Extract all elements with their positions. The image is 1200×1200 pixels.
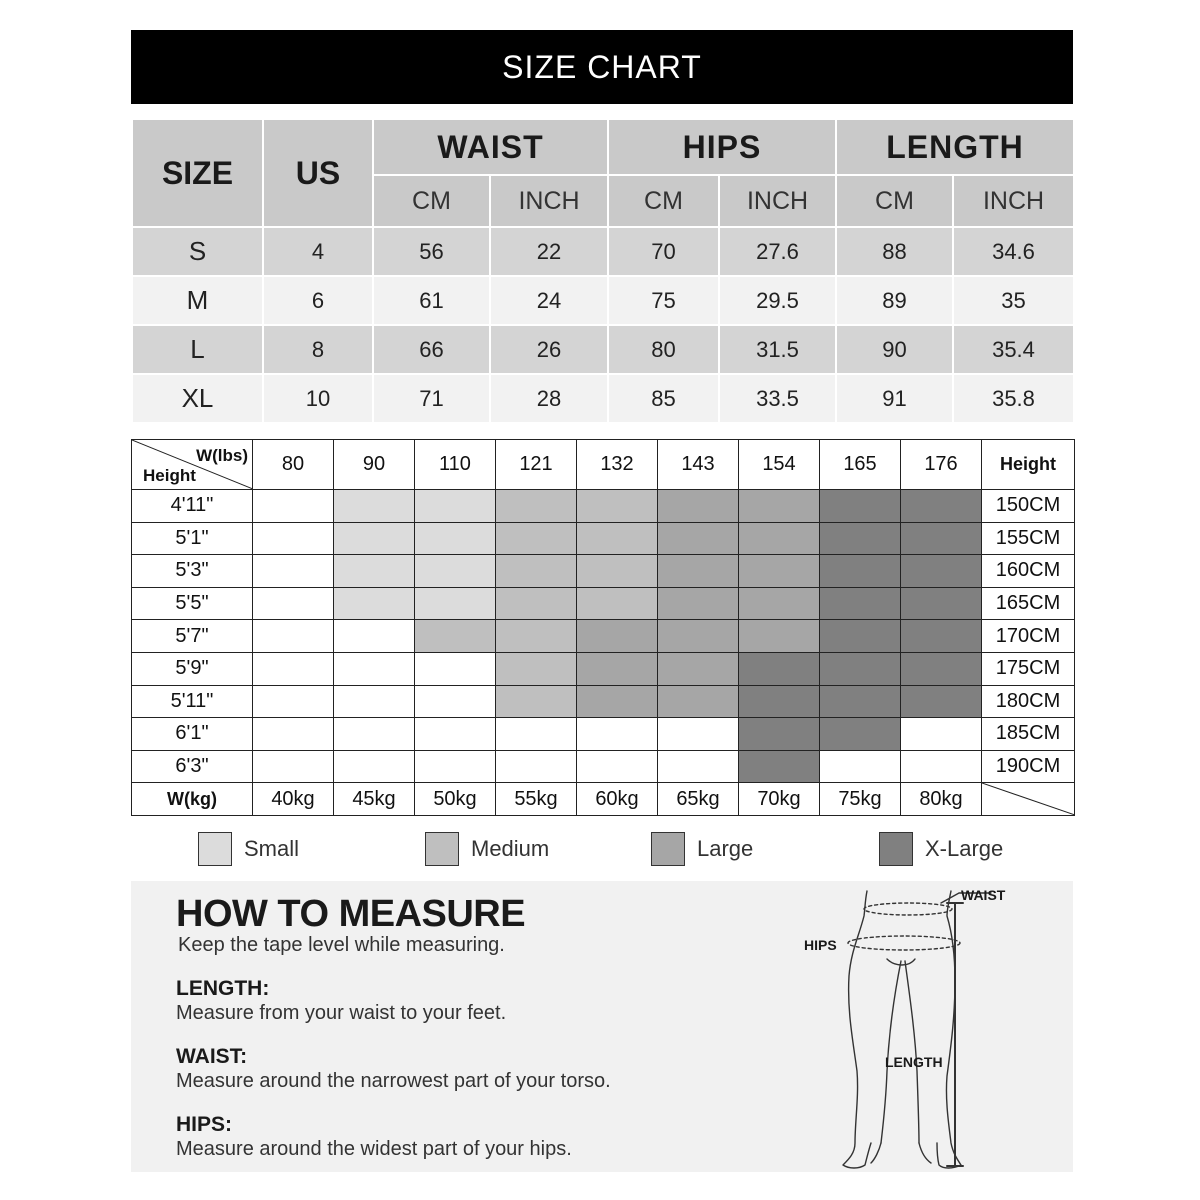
weight-lbs-header: 132 (577, 440, 658, 490)
fit-cell-xl (820, 652, 901, 685)
weight-kg-value: 40kg (253, 783, 334, 816)
height-ft-label: 5'1" (132, 522, 253, 555)
unit-waist-inch: INCH (490, 175, 608, 227)
fit-cell-empty (334, 750, 415, 783)
size-table (131, 118, 1075, 424)
fit-cell-l (577, 685, 658, 718)
waist-instruction: Measure around the narrowest part of your torso. (176, 1070, 611, 1092)
fit-cell-xl (820, 587, 901, 620)
fit-cell-s (334, 587, 415, 620)
fit-cell-empty (334, 652, 415, 685)
table-row (132, 490, 1075, 523)
cell-hips-inch: 29.5 (719, 276, 836, 325)
fit-cell-m (496, 587, 577, 620)
fit-cell-empty (253, 718, 334, 751)
fit-cell-empty (415, 750, 496, 783)
height-cm-label: 190CM (982, 750, 1075, 783)
fit-cell-l (739, 555, 820, 588)
legend-label-medium: Medium (471, 836, 550, 861)
fit-cell-empty (415, 718, 496, 751)
fit-cell-xl (820, 522, 901, 555)
length-instruction: Measure from your waist to your feet. (176, 1002, 507, 1024)
cell-length-cm: 91 (836, 374, 953, 423)
height-ft-label: 6'3" (132, 750, 253, 783)
cell-waist-inch: 22 (490, 227, 608, 276)
height-ft-label: 5'11" (132, 685, 253, 718)
table-row (132, 685, 1075, 718)
fit-cell-s (334, 490, 415, 523)
fit-cell-xl (901, 685, 982, 718)
hips-heading: HIPS: (176, 1113, 233, 1136)
fit-cell-empty (334, 620, 415, 653)
table-row (132, 276, 1074, 325)
header-size: SIZE (132, 119, 263, 227)
cell-hips-cm: 70 (608, 227, 719, 276)
fit-cell-s (334, 555, 415, 588)
body-measure-figure (791, 881, 1073, 1172)
height-ft-label: 5'7" (132, 620, 253, 653)
fit-cell-empty (334, 685, 415, 718)
figure-label-hips: HIPS (804, 937, 837, 953)
fit-cell-empty (253, 685, 334, 718)
fit-cell-xl (901, 652, 982, 685)
fit-cell-xl (901, 555, 982, 588)
cell-waist-cm: 71 (373, 374, 490, 423)
fit-cell-empty (334, 718, 415, 751)
weight-kg-value: 55kg (496, 783, 577, 816)
table-row (132, 374, 1074, 423)
fit-cell-empty (253, 490, 334, 523)
fit-cell-l (658, 522, 739, 555)
height-cm-label: 150CM (982, 490, 1075, 523)
fit-cell-empty (415, 685, 496, 718)
cell-length-cm: 88 (836, 227, 953, 276)
cell-length-cm: 90 (836, 325, 953, 374)
table-row (132, 652, 1075, 685)
header-us: US (263, 119, 373, 227)
waist-heading: WAIST: (176, 1045, 248, 1068)
cell-us: 6 (263, 276, 373, 325)
table-row (132, 325, 1074, 374)
weight-kg-value: 65kg (658, 783, 739, 816)
cell-hips-cm: 85 (608, 374, 719, 423)
figure-label-length: LENGTH (885, 1054, 943, 1070)
weight-kg-value: 70kg (739, 783, 820, 816)
legend-label-x-large: X-Large (925, 836, 1004, 861)
length-heading: LENGTH: (176, 977, 270, 1000)
legend-item-x-large (879, 832, 1003, 866)
how-to-measure-panel (131, 881, 1073, 1172)
weight-lbs-header: 165 (820, 440, 901, 490)
table-row (132, 620, 1075, 653)
weight-kg-value: 80kg (901, 783, 982, 816)
legend-swatch-small (198, 832, 232, 866)
size-chart-banner (131, 30, 1073, 104)
fit-cell-empty (901, 750, 982, 783)
fit-cell-s (415, 587, 496, 620)
table-row (132, 522, 1075, 555)
weight-kg-value: 60kg (577, 783, 658, 816)
weight-kg-value: 45kg (334, 783, 415, 816)
height-cm-label: 160CM (982, 555, 1075, 588)
table-row (132, 750, 1075, 783)
fit-cell-xl (820, 718, 901, 751)
fit-cell-m (577, 587, 658, 620)
weight-lbs-header: 80 (253, 440, 334, 490)
fit-cell-empty (658, 718, 739, 751)
table-row (132, 555, 1075, 588)
height-ft-label: 6'1" (132, 718, 253, 751)
cell-us: 8 (263, 325, 373, 374)
height-cm-label: 180CM (982, 685, 1075, 718)
fit-cell-l (577, 620, 658, 653)
fit-cell-xl (739, 750, 820, 783)
banner-title: SIZE CHART (502, 48, 702, 85)
fit-cell-empty (253, 555, 334, 588)
weight-lbs-header: 176 (901, 440, 982, 490)
legend-item-small (198, 832, 299, 866)
height-weight-grid (131, 439, 1075, 816)
header-hips: HIPS (608, 119, 836, 175)
fit-cell-xl (739, 718, 820, 751)
cell-hips-cm: 75 (608, 276, 719, 325)
fit-cell-xl (901, 490, 982, 523)
cell-length-inch: 35.4 (953, 325, 1074, 374)
weight-lbs-header: 154 (739, 440, 820, 490)
legend-item-large (651, 832, 753, 866)
weight-lbs-header: 143 (658, 440, 739, 490)
hips-instruction: Measure around the widest part of your hips. (176, 1138, 572, 1160)
cell-hips-inch: 31.5 (719, 325, 836, 374)
cell-size: S (132, 227, 263, 276)
fit-cell-s (415, 490, 496, 523)
table-row (132, 227, 1074, 276)
cell-size: M (132, 276, 263, 325)
corner-diagonal-icon (982, 783, 1075, 815)
unit-hips-cm: CM (608, 175, 719, 227)
height-ft-label: 5'9" (132, 652, 253, 685)
cell-us: 4 (263, 227, 373, 276)
corner-weight-label: W(lbs) (196, 446, 248, 465)
measure-subtitle: Keep the tape level while measuring. (178, 934, 505, 956)
cell-waist-cm: 66 (373, 325, 490, 374)
fit-cell-m (496, 652, 577, 685)
fit-cell-xl (820, 685, 901, 718)
height-cm-label: 175CM (982, 652, 1075, 685)
fit-cell-empty (253, 652, 334, 685)
fit-cell-s (334, 522, 415, 555)
unit-length-inch: INCH (953, 175, 1074, 227)
fit-cell-empty (496, 718, 577, 751)
weight-kg-row (132, 783, 1075, 816)
cell-hips-inch: 27.6 (719, 227, 836, 276)
fit-cell-empty (253, 522, 334, 555)
cell-waist-inch: 28 (490, 374, 608, 423)
size-legend (0, 831, 1200, 871)
grid-header-row (132, 440, 1075, 490)
header-waist: WAIST (373, 119, 608, 175)
cell-waist-inch: 24 (490, 276, 608, 325)
fit-cell-l (739, 522, 820, 555)
fit-cell-empty (253, 620, 334, 653)
fit-cell-l (739, 490, 820, 523)
fit-cell-l (658, 555, 739, 588)
fit-cell-empty (577, 750, 658, 783)
measure-title: HOW TO MEASURE (176, 893, 526, 935)
fit-cell-xl (820, 620, 901, 653)
fit-cell-empty (901, 718, 982, 751)
fit-cell-l (658, 587, 739, 620)
fit-cell-empty (820, 750, 901, 783)
fit-cell-s (415, 522, 496, 555)
legend-label-small: Small (244, 836, 300, 861)
unit-waist-cm: CM (373, 175, 490, 227)
corner-height-label: Height (143, 466, 196, 485)
fit-cell-l (658, 620, 739, 653)
cell-hips-cm: 80 (608, 325, 719, 374)
fit-cell-l (658, 652, 739, 685)
fit-cell-xl (901, 522, 982, 555)
grid-corner (132, 440, 253, 490)
fit-cell-m (577, 490, 658, 523)
fit-cell-m (496, 685, 577, 718)
fit-cell-l (658, 490, 739, 523)
fit-cell-m (577, 522, 658, 555)
cell-us: 10 (263, 374, 373, 423)
fit-cell-empty (253, 750, 334, 783)
weight-kg-label: W(kg) (132, 783, 253, 816)
fit-cell-xl (739, 652, 820, 685)
fit-cell-m (496, 555, 577, 588)
height-ft-label: 4'11" (132, 490, 253, 523)
cell-length-cm: 89 (836, 276, 953, 325)
fit-cell-xl (901, 587, 982, 620)
unit-length-cm: CM (836, 175, 953, 227)
fit-cell-l (658, 685, 739, 718)
fit-cell-empty (496, 750, 577, 783)
fit-cell-xl (739, 685, 820, 718)
cell-length-inch: 35.8 (953, 374, 1074, 423)
weight-lbs-header: 121 (496, 440, 577, 490)
fit-cell-l (739, 620, 820, 653)
cell-waist-cm: 56 (373, 227, 490, 276)
height-cm-label: 165CM (982, 587, 1075, 620)
height-cm-header: Height (982, 440, 1075, 490)
weight-lbs-header: 90 (334, 440, 415, 490)
fit-cell-m (496, 522, 577, 555)
grid-end-corner (982, 783, 1075, 816)
fit-cell-empty (253, 587, 334, 620)
fit-cell-m (496, 490, 577, 523)
fit-cell-m (577, 555, 658, 588)
cell-length-inch: 34.6 (953, 227, 1074, 276)
height-ft-label: 5'3" (132, 555, 253, 588)
fit-cell-m (496, 620, 577, 653)
fit-cell-xl (901, 620, 982, 653)
height-cm-label: 155CM (982, 522, 1075, 555)
fit-cell-empty (658, 750, 739, 783)
header-length: LENGTH (836, 119, 1074, 175)
cell-size: XL (132, 374, 263, 423)
cell-hips-inch: 33.5 (719, 374, 836, 423)
legend-label-large: Large (697, 836, 754, 861)
weight-kg-value: 50kg (415, 783, 496, 816)
fit-cell-s (415, 555, 496, 588)
height-ft-label: 5'5" (132, 587, 253, 620)
size-table-header-row (132, 119, 1074, 175)
fit-cell-empty (577, 718, 658, 751)
cell-waist-inch: 26 (490, 325, 608, 374)
legend-swatch-x-large (879, 832, 913, 866)
fit-cell-l (739, 587, 820, 620)
height-cm-label: 185CM (982, 718, 1075, 751)
height-cm-label: 170CM (982, 620, 1075, 653)
fit-cell-l (577, 652, 658, 685)
cell-length-inch: 35 (953, 276, 1074, 325)
table-row (132, 718, 1075, 751)
weight-kg-value: 75kg (820, 783, 901, 816)
fit-cell-m (415, 620, 496, 653)
cell-size: L (132, 325, 263, 374)
legend-item-medium (425, 832, 549, 866)
legs-outline-icon (791, 881, 1073, 1172)
table-row (132, 587, 1075, 620)
legend-swatch-large (651, 832, 685, 866)
fit-cell-xl (820, 490, 901, 523)
fit-cell-empty (415, 652, 496, 685)
unit-hips-inch: INCH (719, 175, 836, 227)
weight-lbs-header: 110 (415, 440, 496, 490)
fit-cell-xl (820, 555, 901, 588)
legend-swatch-medium (425, 832, 459, 866)
cell-waist-cm: 61 (373, 276, 490, 325)
figure-label-waist: WAIST (961, 887, 1006, 903)
